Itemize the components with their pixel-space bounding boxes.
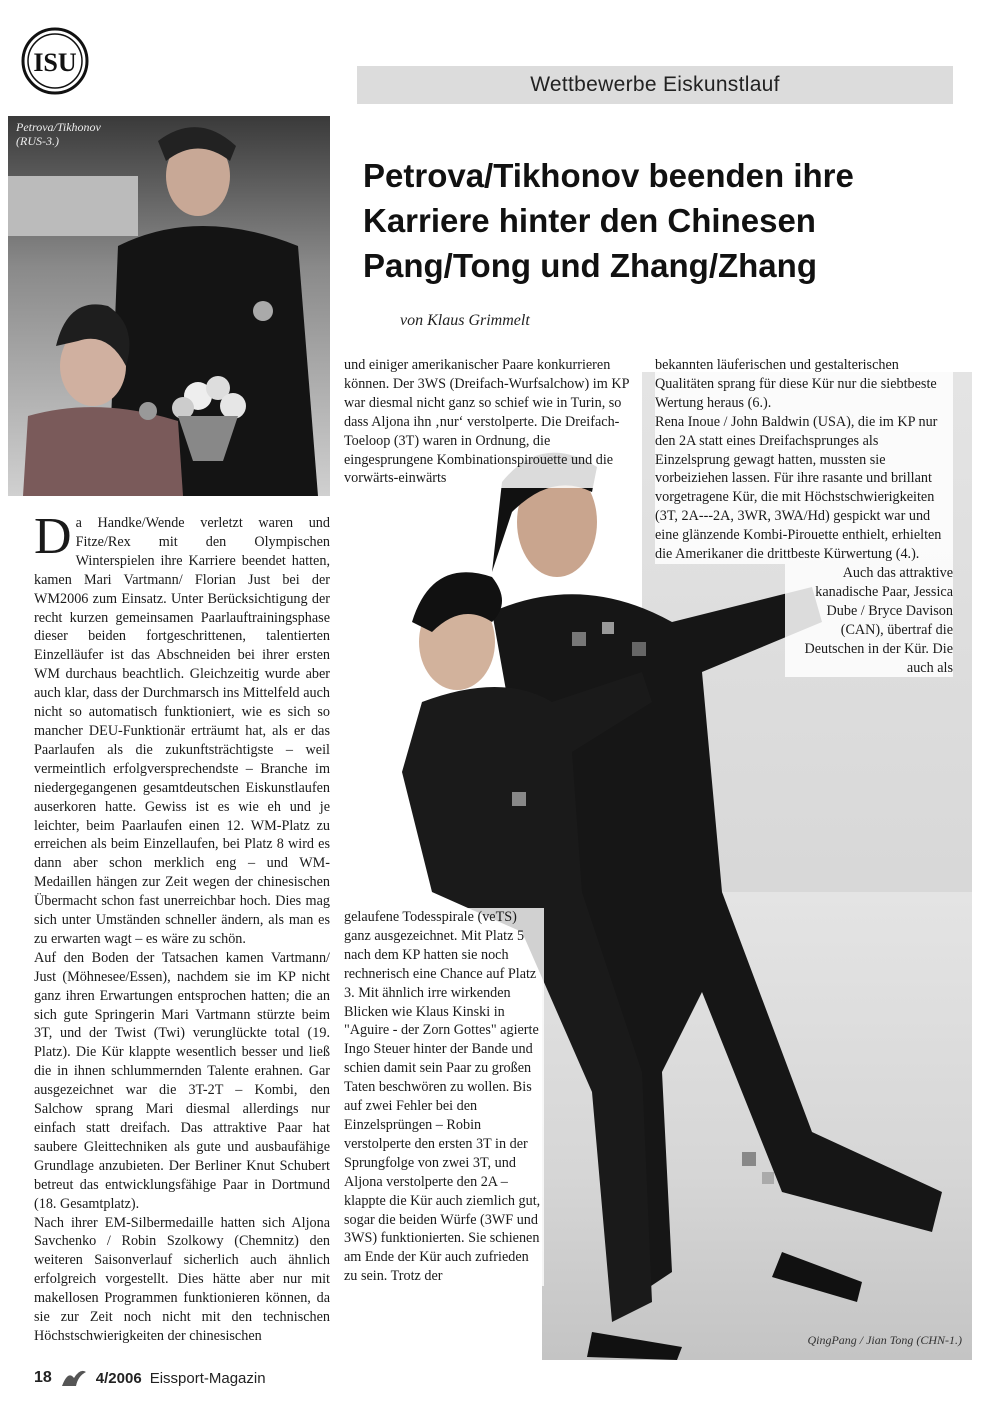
paragraph: Nach ihrer EM-Silbermedaille hatten sich Aljona Savchenko / Robin Szolkowy (Chemnitz) den weiteren Saisonverlauf sicherlich auch ähnlich erfolgreich vorgestellt. Dies hätte aber nur mit makellosen Programmen funktionieren können, da sie zur Zeit noch nicht mit den technischen Höchstschwierigkeiten der chinesischen — [34, 1214, 330, 1344]
photo-caption: Petrova/Tikhonov (RUS-3.) — [16, 120, 101, 148]
article-column-2-bottom — [344, 908, 544, 1286]
isu-logo — [20, 26, 90, 96]
paragraph: gelaufene Todesspirale (veTS) ganz ausgezeichnet. Mit Platz 5 nach dem KP hatten sie noch rechnerisch eine Chance auf Platz 3. Mit ähnlich irre wirkenden Blicken wie Klaus Kinski in "Aguire - der Zorn Gottes" agierte Ingo Steuer hinter der Bande und schien damit sein Paar zu großen Taten beschwören zu wollen. Bis auf zwei Fehler bei den Einzelsprüngen – Robin verstolperte den ersten 3T in der Sprungfolge von zwei 3T, und Aljona verstolperte den 2A – klappte die Kür auch ziemlich gut, sogar die beiden Würfe (3WF und 3WS) funktionierten. Sie schienen am Ende der Kür auch zufrieden zu sein. Trotz der — [344, 908, 544, 1286]
paragraph: Auch das attraktive kanadische Paar, Jessica Dube / Bryce Davison (CAN), übertraf die Deutschen in der Kür. Die auch als — [785, 564, 953, 677]
podium-photo — [8, 116, 330, 496]
paragraph: Da Handke/Wende verletzt waren und Fitze/Rex mit den Olympischen Winterspielen ihre Karriere beendet hatten, kamen Mari Vartmann/ Florian Just bei der WM2006 zum Einsatz. Unter Berücksichtigung der recht kurzen gemeinsamen Paarlauftrainingsphase dieser beiden fortgeschrittenen, talentierten Einzelläufer ist das Abschneiden bei ihrer ersten WM durchaus beachtlich. Gleichzeitig wurde aber auch klar, dass der Durchmarsch ins Mittelfeld auch nicht so automatisch funktioniert, wie es sich so mancher DEU-Funktionär erträumt hat, als er das Paarlaufen als die zukunftsträchtigste – weil vermeintlich erfolgversprechendste – Branche im niedergegangenen gesamtdeutschen Eiskunstlaufen auserkoren hatte. Gewiss ist es wie eh und je leichter, beim Paarlaufen einen 12. WM-Platz zu erreichen als beim Einzellaufen, bei Platz 8 wird es dann aber schon merklich eng – und WM-Medaillen hängen zur Zeit wegen der chinesischen Übermacht schon fast unerreichbar hoch. Dies mag sich unter Umständen schneller ändern, als man es zu erwarten wagt – es wäre zu schön. — [34, 508, 330, 947]
photo-caption: QingPang / Jian Tong (CHN-1.) — [807, 1333, 962, 1347]
paragraph: bekannten läuferischen und gestalterischen Qualitäten sprang für diese Kür nur die siebtbeste Wertung heraus (6.). — [655, 356, 953, 413]
drop-cap: D — [34, 508, 72, 565]
issue-number: 4/2006 — [95, 1369, 142, 1387]
section-header: Wettbewerbe Eiskunstlauf — [357, 66, 953, 104]
article-column-2-top — [344, 356, 642, 488]
article-column-3 — [655, 356, 953, 677]
article-title: Petrova/Tikhonov beenden ihre Karriere hinter den Chinesen Pang/Tong und Zhang/Zhang — [363, 157, 854, 284]
paragraph: und einiger amerikanischer Paare konkurrieren können. Der 3WS (Dreifach-Wurfsalchow) im KP war diesmal nicht ganz so schief wie in Turin, so dass Aljona ihn ‚nur‘ verstolperte. Die Dreifach-Toeloop (3T) waren in Ordnung, die eingesprungene Kombinationspirouette und die vorwärts-einwärts — [344, 356, 642, 488]
svg-text:ISU: ISU — [33, 48, 77, 77]
magazine-name: Eissport-Magazin — [149, 1369, 266, 1387]
magazine-logo-icon — [60, 1366, 88, 1390]
paragraph: Auf den Boden der Tatsachen kamen Vartmann/ Just (Möhnesee/Essen), nachdem sie im KP nicht ganz ihren Erwartungen entsprochen hatten; die an sich gute Springerin Mari Vartmann stürzte beim 3T, und der Twist (Twi) verunglückte total (19. Platz). Die Kür klappte wesentlich besser und ließ die in ihnen schlummernden Talente erahnen. Gar ausgezeichnet war die 3T-2T – Kombi, den Salchow sprang Mari diesmal allerdings nur einfach statt dreifach. Das attraktive Paar hat saubere Gleittechniken als gute und ausbaufähige Grundlage anzubieten. Der Berliner Knut Schubert betreut das entwicklungsfähige Paar in Dortmund (18. Gesamtplatz). — [34, 949, 330, 1212]
article-column-1 — [34, 508, 330, 1346]
byline: von Klaus Grimmelt — [400, 312, 530, 329]
page-footer — [34, 1366, 266, 1390]
page-number: 18 — [34, 1369, 52, 1386]
paragraph: Rena Inoue / John Baldwin (USA), die im KP nur den 2A statt eines Dreifachsprunges als Einzelsprung gewagt hatten, mussten sie vorbeiziehen lassen. Für ihre rasante und brillant vorgetragene Kür, die mit Höchstschwierigkeiten (3T, 2A---2A, 3WR, 3WA/Hd) gespickt war und eine glänzende Kombi-Pirouette enthielt, erhielten die Amerikaner die drittbeste Kürwertung (4.). — [655, 413, 953, 564]
